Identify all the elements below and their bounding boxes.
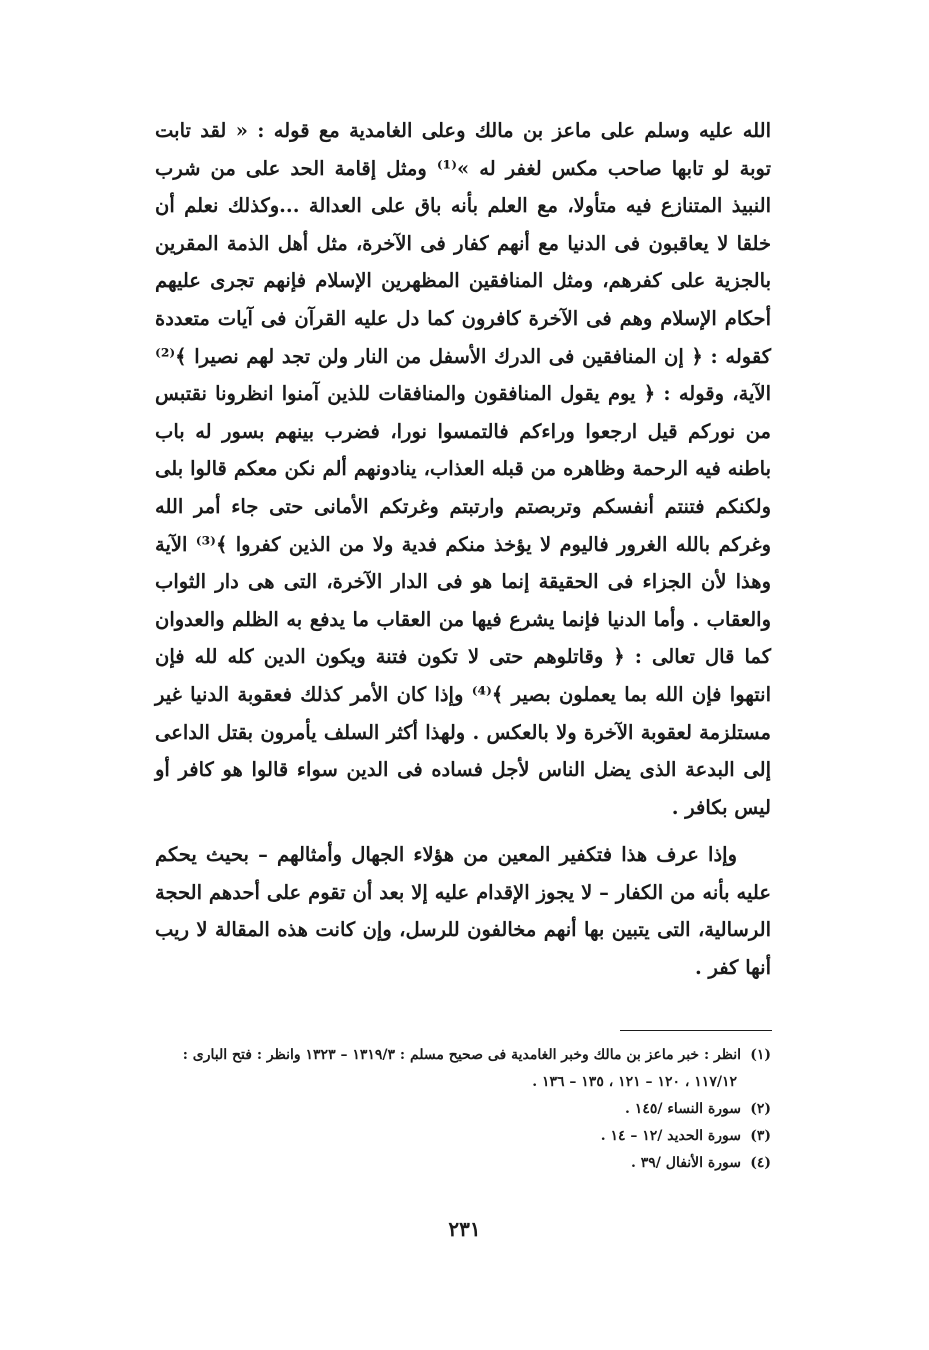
footnote-text: سورة الأنفال /٣٩ . bbox=[630, 1155, 741, 1171]
footnote-text: انظر : خبر ماعز بن مالك وخبر الغامدية فى صحيح مسلم : ١٣١٩/٣ – ١٣٢٣ وانظر : فتح البارى : ١١٧/١٢ ، ١٢٠ – ١٢١ ، ١٣٥ – ١٣٦ . bbox=[182, 1047, 741, 1090]
body-paragraph: الله عليه وسلم على ماعز بن مالك وعلى الغامدية مع قوله : « لقد تابت توبة لو تابها صاحب مكس لغفر له »⁽¹⁾ ومثل إقامة الحد على من شرب النبيذ المتنازع فيه متأولا، مع العلم بأنه باق على العدالة ...وكذلك نعلم أن خلقا لا يعاقبون فى الدنيا مع أنهم كفار فى الآخرة، مثل أهل الذمة المقرين بالجزية على كفرهم، ومثل المنافقين المظهرين الإسلام فإنهم تجرى عليهم أحكام الإسلام وهم فى الآخرة كافرون كما دل عليه القرآن فى آيات متعددة كقوله : ﴿ إن المنافقين فى الدرك الأسفل من النار ولن تجد لهم نصيرا ﴾⁽²⁾ الآية، وقوله : ﴿ يوم يقول المنافقون والمنافقات للذين آمنوا انظرونا نقتبس من نوركم قيل ارجعوا وراءكم فالتمسوا نورا، فضرب بينهم بسور له باب باطنه فيه الرحمة وظاهره من قبله العذاب، ينادونهم ألم نكن معكم قالوا بلى ولكنكم فتنتم أنفسكم وتربصتم وارتبتم وغرتكم الأمانى حتى جاء أمر الله وغركم بالله الغرور فاليوم لا يؤخذ منكم فدية ولا من الذين كفروا ﴾⁽³⁾ الآية وهذا لأن الجزاء فى الحقيقة إنما هو فى الدار الآخرة، التى هى دار الثواب والعقاب . وأما الدنيا فإنما يشرع فيها من العقاب ما يدفع به الظلم والعدوان كما قال تعالى : ﴿ وقاتلوهم حتى لا تكون فتنة ويكون الدين كله لله فإن انتهوا فإن الله بما يعملون بصير ﴾⁽⁴⁾ وإذا كان الأمر كذلك فعقوبة الدنيا غير مستلزمة لعقوبة الآخرة ولا بالعكس . ولهذا أكثر السلف يأمرون بقتل الداعى إلى البدعة الذى يضل الناس لأجل فساده فى الدين سواء قالوا هو كافر أو ليس بكافر . bbox=[155, 119, 772, 819]
footnote bbox=[155, 1150, 771, 1177]
footnote-number: (٤) bbox=[750, 1155, 771, 1171]
footnote-number: (٢) bbox=[750, 1101, 771, 1117]
footnote bbox=[155, 1096, 771, 1123]
footnote-number: (١) bbox=[750, 1047, 771, 1063]
footnotes bbox=[155, 1042, 771, 1177]
footnote bbox=[155, 1042, 771, 1096]
footnote bbox=[155, 1123, 771, 1150]
footnote-text: سورة الحديد /١٢ – ١٤ . bbox=[600, 1128, 741, 1144]
body-paragraph: وإذا عرف هذا فتكفير المعين من هؤلاء الجهال وأمثالهم – بحيث يحكم عليه بأنه من الكفار – لا يجوز الإقدام عليه إلا بعد أن تقوم على أحدهم الحجة الرسالية، التى يتبين بها أنهم مخالفون للرسل، وإن كانت هذه المقالة لا ريب أنها كفر . bbox=[155, 843, 771, 980]
footnote-separator bbox=[620, 1030, 772, 1031]
page-number: ٢٣١ bbox=[448, 1217, 481, 1241]
footnote-text: سورة النساء /١٤٥ . bbox=[625, 1101, 741, 1117]
footnote-number: (٣) bbox=[750, 1128, 771, 1144]
main-text bbox=[155, 112, 771, 987]
